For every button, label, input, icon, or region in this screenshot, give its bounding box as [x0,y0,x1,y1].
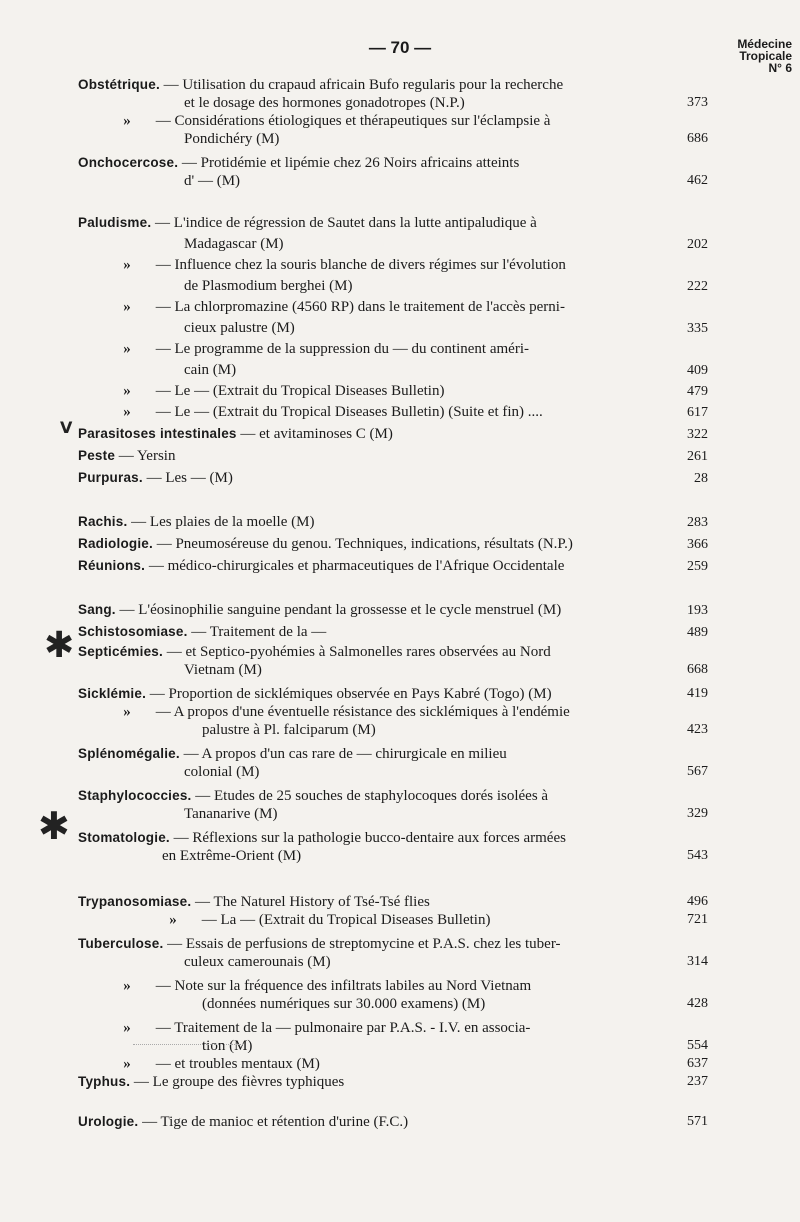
entry-text: cieux palustre (M) [184,320,295,336]
entry-text: Pondichéry (M) [184,131,280,147]
entry-page: 259 [687,559,708,574]
entry-page: 462 [687,173,708,188]
entry-page: 202 [687,237,708,252]
entry-heading: Réunions. [78,558,146,573]
entry-page: 237 [687,1074,708,1089]
entry-page: 489 [687,625,708,640]
index-entry [78,1073,708,1091]
page-number: — 70 — [368,38,432,57]
entry-text: — Pneumoséreuse du genou. Techniques, indications, résultats (N.P.) [156,536,573,552]
entry-text: — Protidémie et lipémie chez 26 Noirs africains atteints [181,155,520,171]
index-entry [78,599,708,621]
entry-page: 335 [687,321,708,336]
index-entry [78,621,708,643]
entry-text: — Yersin [118,448,176,464]
entry-heading: Paludisme. [78,215,152,230]
entry-text: cain (M) [184,362,237,378]
entry-page: 329 [687,806,708,821]
index-entry [78,76,708,112]
entry-heading: Parasitoses intestinales [78,426,237,441]
entry-text: tion (M) [202,1038,253,1054]
entry-page: 261 [687,449,708,464]
entry-heading: Peste [78,448,116,463]
index-entry [78,511,708,533]
index-entry [78,643,708,679]
entry-page: 543 [687,848,708,863]
entry-text: — et avitaminoses C (M) [240,426,393,442]
index-entry [78,829,708,865]
index-entry [78,154,708,190]
stray-dotted-line [133,1044,243,1045]
ditto-mark: » [123,257,131,273]
entry-heading: Stomatologie. [78,830,170,845]
entry-text: Tananarive (M) [184,806,278,822]
entry-text: — L'indice de régression de Sautet dans la lutte antipaludique à [155,215,537,231]
entry-text: Vietnam (M) [184,662,262,678]
entry-text: — et troubles mentaux (M) [155,1056,320,1072]
index-entry [78,445,708,467]
entry-heading: Sicklémie. [78,686,147,701]
journal-label [737,38,792,74]
entry-heading: Radiologie. [78,536,153,551]
entry-page: 322 [687,427,708,442]
ditto-mark: » [123,299,131,315]
ditto-mark: » [123,113,131,129]
index-entry [78,911,708,929]
index-entry [78,977,708,1013]
entry-page: 479 [687,384,708,399]
entry-page: 554 [687,1038,708,1053]
entry-text: — Essais de perfusions de streptomycine et P.A.S. chez les tuber- [167,936,561,952]
index-entry [78,533,708,555]
journal-line-3: N° 6 [768,61,792,75]
entry-text: — L'éosinophilie sanguine pendant la grossesse et le cycle menstruel (M) [119,602,562,618]
index-entry [78,402,708,423]
entry-page: 567 [687,764,708,779]
entry-heading: Onchocercose. [78,155,179,170]
index-entry [78,893,708,911]
entry-text: d' — (M) [184,173,241,189]
index-entry [78,339,708,381]
entry-heading: Rachis. [78,514,128,529]
entry-page: 373 [687,95,708,110]
entry-heading: Obstétrique. [78,77,160,92]
entry-text: — médico-chirurgicales et pharmaceutiques de l'Afrique Occidentale [148,558,565,574]
ditto-mark: » [123,1020,131,1036]
index-entry [78,467,708,489]
ditto-mark: » [123,383,131,399]
index-entry [78,555,708,577]
entry-text: — The Naturel History of Tsé-Tsé flies [195,894,430,910]
ditto-mark: » [123,1056,131,1072]
index-entry [78,1055,708,1073]
entry-text: — Les — (M) [146,470,233,486]
index-entry [78,212,708,255]
ditto-mark: » [123,404,131,420]
entry-text: — Le — (Extrait du Tropical Diseases Bulletin) [155,383,445,399]
index-entry [78,1113,708,1131]
entry-page: 668 [687,662,708,677]
entry-heading: Staphylococcies. [78,788,192,803]
entry-page: 496 [687,894,708,909]
entry-text: — A propos d'une éventuelle résistance des sicklémiques à l'endémie [155,704,570,720]
entry-page: 314 [687,954,708,969]
journal-line-2: Tropicale [739,49,792,63]
entry-text: — Le programme de la suppression du — du continent améri- [155,341,529,357]
entry-text: colonial (M) [184,764,260,780]
margin-star-mark-trypanosomiase: ✱ [38,804,70,848]
index-entry [78,1019,708,1055]
entry-page: 686 [687,131,708,146]
index-entries [78,76,708,1131]
entry-text: — La — (Extrait du Tropical Diseases Bulletin) [201,912,491,928]
entry-text: et le dosage des hormones gonadotropes (N.P.) [184,95,465,111]
entry-heading: Trypanosomiase. [78,894,192,909]
entry-text: — et Septico-pyohémies à Salmonelles rares observées au Nord [166,644,551,660]
index-entry [78,423,708,445]
entry-text: — Utilisation du crapaud africain Bufo regularis pour la recherche [163,77,564,93]
margin-check-mark: V [60,418,73,437]
index-entry [78,935,708,971]
entry-text: — Le groupe des fièvres typhiques [133,1074,345,1090]
entry-heading: Tuberculose. [78,936,164,951]
entry-text: — Le — (Extrait du Tropical Diseases Bulletin) (Suite et fin) .... [155,404,543,420]
entry-page: 428 [687,996,708,1011]
journal-line-1: Médecine [737,37,792,51]
index-entry [78,787,708,823]
entry-heading: Schistosomiase. [78,624,188,639]
entry-text: culeux camerounais (M) [184,954,331,970]
ditto-mark: » [123,704,131,720]
entry-text: — Traitement de la — pulmonaire par P.A.S. - I.V. en associa- [155,1020,531,1036]
entry-text: — Influence chez la souris blanche de divers régimes sur l'évolution [155,257,566,273]
entry-text: — Proportion de sicklémiques observée en Pays Kabré (Togo) (M) [149,686,552,702]
index-entry [78,112,708,148]
entry-text: — La chlorpromazine (4560 RP) dans le traitement de l'accès perni- [155,299,565,315]
entry-heading: Typhus. [78,1074,131,1089]
entry-heading: Urologie. [78,1114,139,1129]
ditto-mark: » [169,912,177,928]
entry-text: — Réflexions sur la pathologie bucco-dentaire aux forces armées [173,830,566,846]
entry-text: — Traitement de la — [191,624,327,640]
entry-text: — Note sur la fréquence des infiltrats labiles au Nord Vietnam [155,978,532,994]
entry-page: 193 [687,603,708,618]
entry-page: 28 [694,471,708,486]
entry-heading: Purpuras. [78,470,143,485]
index-entry [78,745,708,781]
entry-page: 409 [687,363,708,378]
entry-heading: Septicémies. [78,644,163,659]
entry-text: — A propos d'un cas rare de — chirurgicale en milieu [183,746,507,762]
ditto-mark: » [123,978,131,994]
entry-text: de Plasmodium berghei (M) [184,278,353,294]
ditto-mark: » [123,341,131,357]
entry-text: — Tige de manioc et rétention d'urine (F.C.) [142,1114,409,1130]
entry-text: — Etudes de 25 souches de staphylocoques dorés isolées à [195,788,549,804]
entry-page: 222 [687,279,708,294]
index-entry [78,297,708,339]
index-entry [78,685,708,703]
entry-text: — Considérations étiologiques et thérapeutiques sur l'éclampsie à [155,113,551,129]
entry-page: 419 [687,686,708,701]
entry-text: (données numériques sur 30.000 examens) (M) [202,996,486,1012]
entry-page: 423 [687,722,708,737]
entry-page: 637 [687,1056,708,1071]
margin-star-mark-sicklemie: ✱ [44,625,75,666]
entry-page: 571 [687,1114,708,1129]
entry-page: 283 [687,515,708,530]
entry-heading: Splénomégalie. [78,746,180,761]
index-entry [78,703,708,739]
entry-page: 721 [687,912,708,927]
entry-text: Madagascar (M) [184,236,284,252]
entry-text: palustre à Pl. falciparum (M) [202,722,376,738]
index-entry [78,381,708,402]
entry-text: — Les plaies de la moelle (M) [131,514,315,530]
entry-heading: Sang. [78,602,116,617]
entry-page: 366 [687,537,708,552]
entry-page: 617 [687,405,708,420]
entry-text: en Extrême-Orient (M) [162,848,302,864]
index-entry [78,255,708,297]
